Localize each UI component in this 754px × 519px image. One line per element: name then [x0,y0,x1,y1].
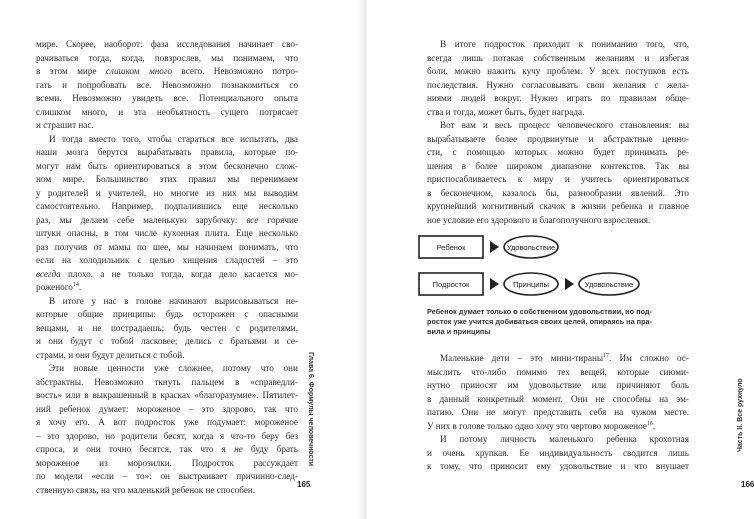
text-line: наши мозга берутся вырабатывать правила, которые по- [36,147,298,157]
text-line: всегда плохо, а не только тогда, когда дело касается мо- [36,268,298,279]
text-line: всегда лишь потакая собственным желаниям и избегая [427,52,689,63]
text-line: вость» или в выкрашенный в красках «благоразумие». Пятилет- [36,390,298,400]
text-line: Вот вам и весь процесс человеческого становления: вы [440,120,689,130]
text-line: мыслить что-либо помимо тех вещей, которые сиюми- [427,366,689,377]
diagram-label-child: Ребенок [436,243,466,252]
text-line: в бесконечном, казалось бы, разнообразии явлений. Это [427,187,689,198]
text-line: мире. Скорее, наоборот: фаза исследования начинает сво- [36,39,298,49]
text-line: патию. Они не могут представить себя на чужом месте. [427,407,689,417]
text-line: ниями людей вокруг. Нужно играть по правилам обще- [427,93,689,103]
text-line: в данный конкретный момент. Они не способны на эм- [427,393,689,404]
diagram-label-teen: Подросток [432,280,470,289]
text-line: всеми. Невозможно увидеть все. Потенциального опыта [36,93,298,103]
diagram-caption [427,307,689,338]
right-body-text-top [427,38,689,227]
left-body-text [36,38,298,497]
right-body-text-bottom [427,352,689,474]
text-line: если на холодильник с целью хищения сладостей – это [36,255,298,265]
caption-line: Ребенок думает только о собственном удовольствии, но под- [427,307,652,316]
diagram-label-pleasure-2: Удовольствие [584,280,634,289]
diagram-arrow-1 [490,241,499,253]
text-line: ства и тогда, может быть, будет награда. [427,106,585,117]
text-line: ний ребенок думает: мороженое – это здорово, так что [36,403,298,414]
text-line: боли, можно нажить кучу проблем. У всех поступков есть [427,66,689,76]
text-line: Эти новые ценности уже сложнее, потому что они [49,363,298,373]
text-line: которые общие принципы: будь осторожен с опасными [36,309,298,319]
left-running-head: Глава 6. Формулы человечности [307,352,314,467]
text-line: я хочу его. А вот подросток уже подумает: мороженое [36,417,298,427]
text-line: сти, с помощью которых можно будет принимать ре- [427,147,689,157]
left-page-number: 165 [297,480,311,489]
diagram-label-pleasure-1: Удовольствие [506,243,556,252]
text-line: самостоятельно. Например, подпалившись еще несколько [36,201,298,211]
text-line: В итоге у нас в голове начинают вырисовываться не- [49,295,298,306]
left-page [0,0,363,519]
right-page [367,0,754,519]
text-line: И тогда вместо того, чтобы стараться все испытать, два [49,133,298,144]
text-line: к тому, что приносит ему удовольствие и что внушает [427,461,689,471]
text-line: рачиваться тогда, когда, повзрослев, мы понимаем, что [36,52,298,63]
text-line: могут нам быть ориентироваться в этом бесконечно слож- [36,160,298,171]
text-line: последствия. Нужно согласовывать свои желания с жела- [427,79,689,90]
text-line: В итоге подросток приходит к пониманию того, что, [440,39,689,49]
text-line: штуки опасны, в том числе кухонная плита. Еще несколько [36,228,298,238]
text-line: И потому личность маленького ребенка крохотная [440,434,689,444]
text-line: Маленькие дети – это мини-тираны$^{17}$. Им сложно ос- [440,352,689,363]
right-running-head: Часть II. Все рухнуло [737,378,744,452]
text-line: абстрактны. Невозможно ткнуть пальцем в «справедли- [36,376,298,387]
right-page-number: 166 [741,480,754,489]
text-line: и они будут с тобой ласковее; делись с братьями и се- [36,336,298,346]
text-line: и страшит нас. [36,120,94,130]
text-line: – это здорово, но родители бесят, когда я что-то беру без [36,430,298,441]
text-line: мороженое из морозилки. Подросток рассуждает [36,457,298,468]
text-line: вырабатываете более продвинутые и абстрактные ценно- [427,133,689,144]
diagram-arrow-2 [490,278,499,290]
text-line: нутно приносят им удовольствие или причиняют боль [427,380,689,390]
text-line: ном мире. Большинство этих правил мы перенимаем [36,174,298,184]
child-teen-diagram [419,231,679,301]
text-line: раз, мы делаем себе маленькую зарубочку: все горячие [36,214,298,225]
text-line: ственную связь, на что маленький ребенок не способен. [36,484,256,495]
caption-line: вила и принципы [427,327,491,337]
caption-line: росток уже учится добиваться своих целей, опираясь на пра- [427,317,653,327]
text-line: у родителей и учителей, но многие из них мы выводим [36,187,298,198]
text-line: слишком много, и эта необъятность сущего потрясает [36,106,298,117]
diagram-arrow-3 [565,278,574,290]
text-line: по модели «если – то»: он выстраивает причинно-след- [36,471,298,481]
text-line: вещами, и не пострадаешь; будь честен с родителями, [36,322,298,333]
text-line: роженого$^{14}$. [36,281,82,292]
diagram-label-principles: Принципы [513,280,549,289]
text-line: приспосабливаетесь к миру и учитесь ориентироваться [427,174,689,184]
text-line: спроса, и они точно бесятся, так что я не буду брать [36,444,298,454]
text-line: и очень хрупкая. Ее индивидуальность сводится лишь [427,447,689,458]
text-line: шения в более широком диапазоне контекстов. Так вы [427,160,689,171]
diagram-svg [419,231,679,301]
text-line: крупнейший когнитивный скачок в жизни ребенка и главное [427,201,689,211]
text-line: в этом мире слишком много всего. Невозможно потро- [36,66,298,76]
text-line: ное условие его здорового и благополучного взросления. [427,214,651,225]
text-line: раз получив от мамы по шее, мы начинаем понимать, что [36,241,298,252]
text-line: гать и попробовать все. Невозможно познакомиться со [36,79,298,90]
text-line: страми, и они будут делиться с тобой. [36,349,185,360]
text-line: У них в голове только одно хочу это чертово мороженое$^{16}$. [427,420,656,431]
